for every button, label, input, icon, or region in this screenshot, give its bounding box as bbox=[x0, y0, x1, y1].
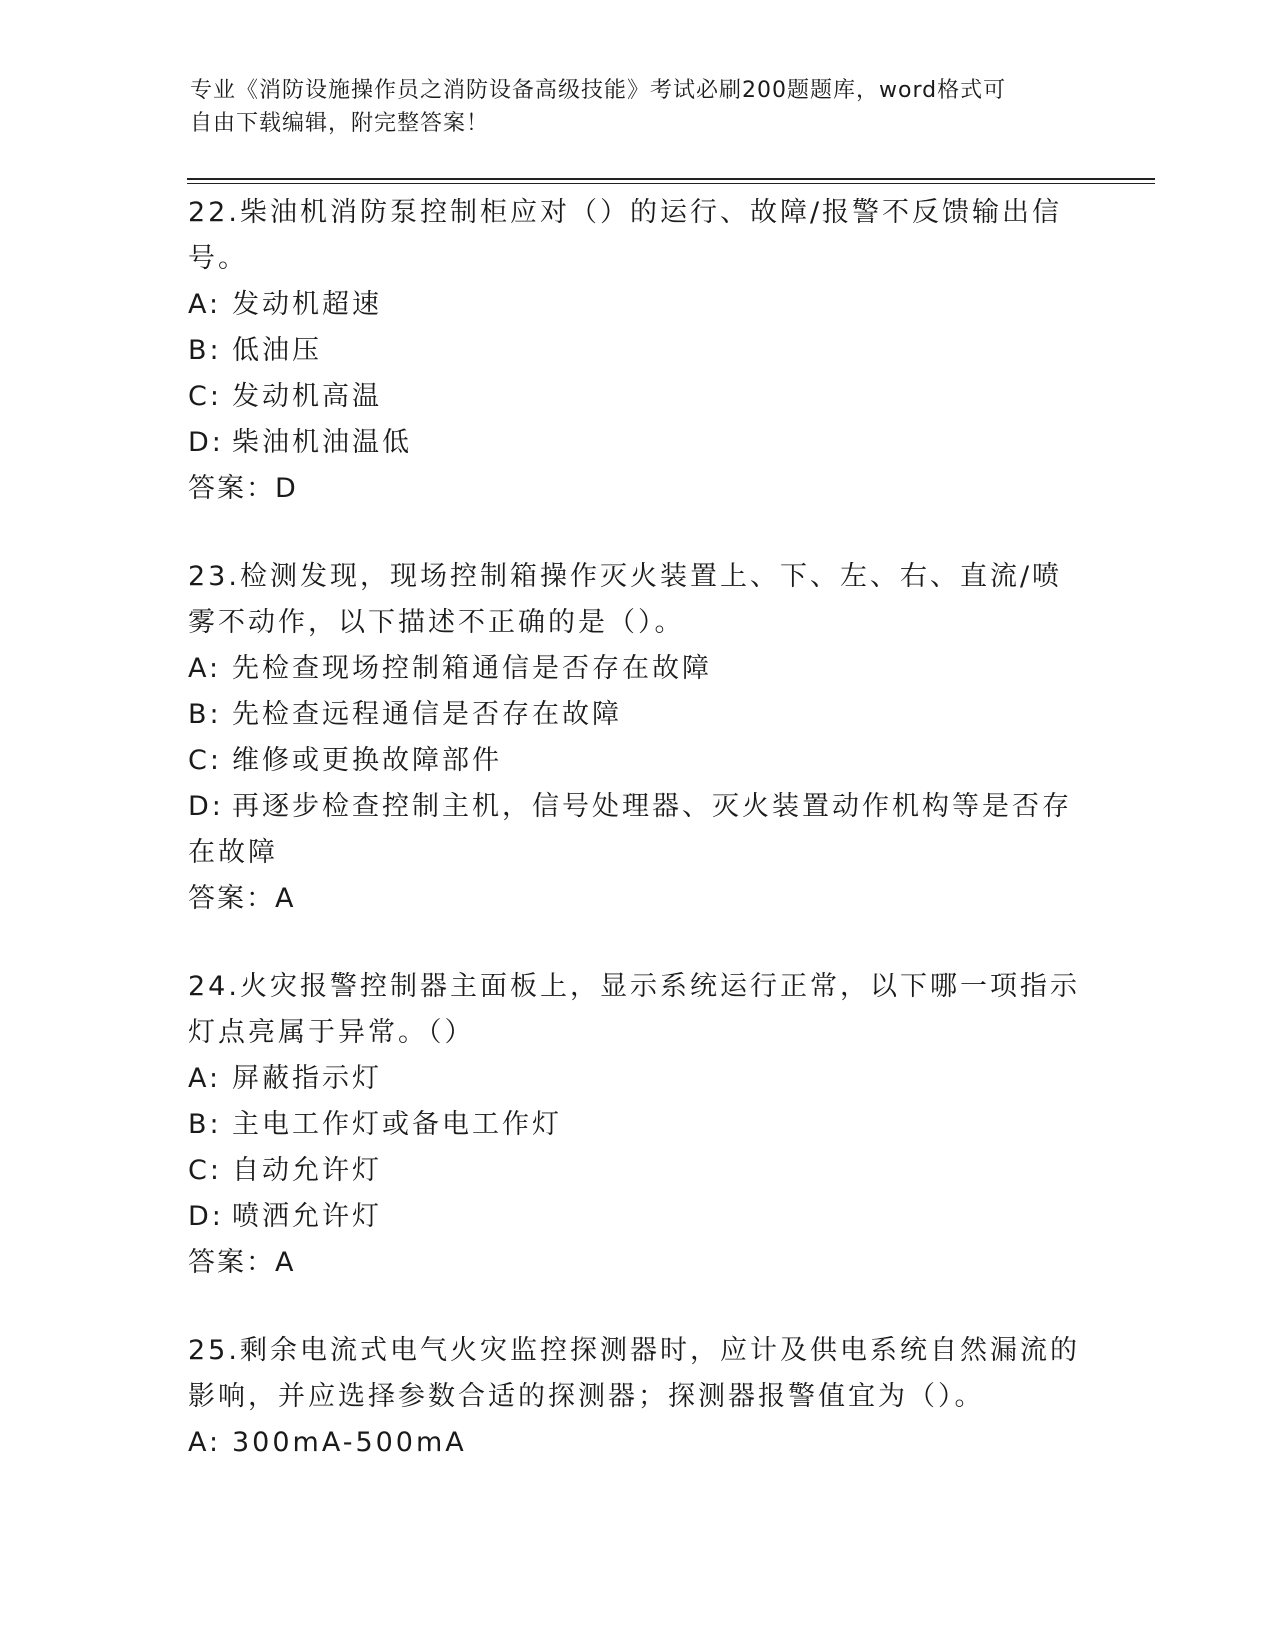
option-letter: B: bbox=[188, 335, 222, 366]
question-22 bbox=[188, 190, 1088, 512]
option-letter: B: bbox=[188, 699, 222, 730]
option-a bbox=[188, 1420, 1088, 1466]
option-a bbox=[188, 282, 1088, 328]
question-stem: 25.剩余电流式电气火灾监控探测器时，应计及供电系统自然漏流的影响，并应选择参数合适的探测器；探测器报警值宜为（）。 bbox=[188, 1335, 1080, 1412]
option-c bbox=[188, 374, 1088, 420]
option-d bbox=[188, 1194, 1088, 1240]
option-letter: C: bbox=[188, 745, 222, 776]
option-text: 喷洒允许灯 bbox=[232, 1201, 382, 1232]
question-stem: 23.检测发现，现场控制箱操作灭火装置上、下、左、右、直流/喷雾不动作，以下描述不正确的是（）。 bbox=[188, 561, 1063, 638]
option-letter: C: bbox=[188, 381, 222, 412]
option-letter: D: bbox=[188, 791, 224, 822]
option-text: 自动允许灯 bbox=[232, 1155, 382, 1186]
option-text: 再逐步检查控制主机，信号处理器、灭火装置动作机构等是否存在故障 bbox=[188, 791, 1072, 868]
option-text: 先检查远程通信是否存在故障 bbox=[232, 699, 622, 730]
option-text: 300mA-500mA bbox=[232, 1427, 467, 1458]
option-text: 柴油机油温低 bbox=[232, 427, 412, 458]
header-line-2: 自由下载编辑，附完整答案！ bbox=[190, 111, 490, 136]
answer-line: 答案：D bbox=[188, 473, 298, 504]
answer-line: 答案：A bbox=[188, 883, 296, 914]
option-c bbox=[188, 1148, 1088, 1194]
option-a bbox=[188, 1056, 1088, 1102]
header-divider-thin bbox=[187, 183, 1155, 184]
option-letter: A: bbox=[188, 1427, 222, 1458]
option-text: 屏蔽指示灯 bbox=[232, 1063, 382, 1094]
option-letter: D: bbox=[188, 427, 224, 458]
option-b bbox=[188, 328, 1088, 374]
option-letter: C: bbox=[188, 1155, 222, 1186]
option-d bbox=[188, 420, 1088, 466]
question-23 bbox=[188, 554, 1088, 922]
option-letter: A: bbox=[188, 1063, 222, 1094]
question-24 bbox=[188, 964, 1088, 1286]
option-b bbox=[188, 1102, 1088, 1148]
option-letter: B: bbox=[188, 1109, 222, 1140]
option-text: 发动机高温 bbox=[232, 381, 382, 412]
header-line-1: 专业《消防设施操作员之消防设备高级技能》考试必刷200题题库，word格式可 bbox=[190, 78, 1007, 103]
option-c bbox=[188, 738, 1088, 784]
option-text: 发动机超速 bbox=[232, 289, 382, 320]
answer-line: 答案：A bbox=[188, 1247, 296, 1278]
header-divider-thick bbox=[187, 178, 1155, 180]
option-text: 先检查现场控制箱通信是否存在故障 bbox=[232, 653, 712, 684]
option-text: 维修或更换故障部件 bbox=[232, 745, 502, 776]
option-d bbox=[188, 784, 1083, 876]
option-b bbox=[188, 692, 1088, 738]
option-a bbox=[188, 646, 1088, 692]
option-letter: A: bbox=[188, 653, 222, 684]
option-text: 低油压 bbox=[232, 335, 322, 366]
question-list bbox=[188, 190, 1088, 1508]
document-header bbox=[190, 74, 1070, 140]
option-text: 主电工作灯或备电工作灯 bbox=[232, 1109, 562, 1140]
question-stem: 22.柴油机消防泵控制柜应对（）的运行、故障/报警不反馈输出信号。 bbox=[188, 197, 1063, 274]
question-25 bbox=[188, 1328, 1088, 1466]
option-letter: D: bbox=[188, 1201, 224, 1232]
option-letter: A: bbox=[188, 289, 222, 320]
question-stem: 24.火灾报警控制器主面板上，显示系统运行正常，以下哪一项指示灯点亮属于异常。（） bbox=[188, 971, 1080, 1048]
